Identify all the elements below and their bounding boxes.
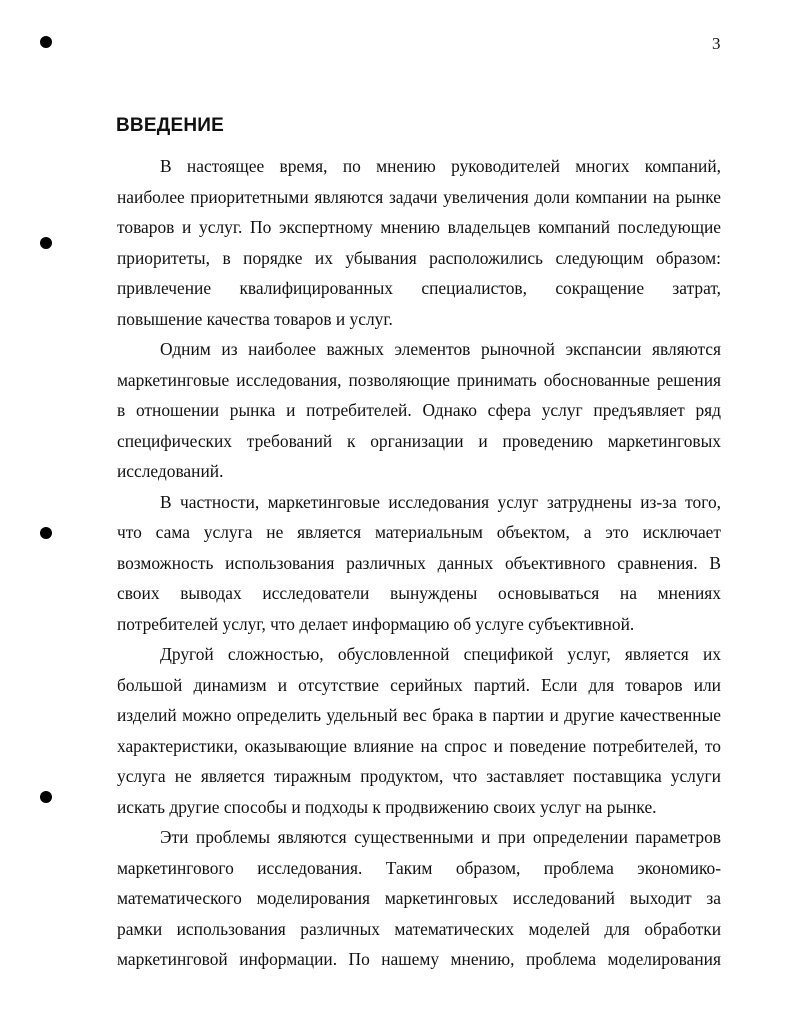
text-line: потребителей услуг, что делает информацию об услуге субъективной. bbox=[117, 613, 635, 634]
text-line: Эти проблемы являются существенными и при определении параметров bbox=[160, 827, 721, 847]
text-line: товаров и услуг. По экспертному мнению владельцев компаний последующие bbox=[117, 217, 721, 237]
text-line: наиболее приоритетными являются задачи увеличения доли компании на рынке bbox=[117, 186, 721, 207]
text-line: маркетинговой информации. По нашему мнению, проблема моделирования bbox=[117, 949, 721, 969]
text-line: маркетингового исследования. Таким образом, проблема экономико- bbox=[117, 857, 721, 878]
text-line: изделий можно определить удельный вес брака в партии и другие качественные bbox=[117, 705, 721, 725]
binder-hole-1 bbox=[40, 36, 52, 48]
binder-hole-2 bbox=[40, 237, 52, 249]
binder-hole-3 bbox=[40, 527, 52, 539]
text-line: повышение качества товаров и услуг. bbox=[117, 308, 393, 329]
text-line: своих выводах исследователи вынуждены основываться на мнениях bbox=[117, 583, 721, 603]
page-number: 3 bbox=[712, 34, 721, 53]
text-line: привлечение квалифицированных специалистов, сокращение затрат, bbox=[117, 278, 721, 298]
text-line: большой динамизм и отсутствие серийных партий. Если для товаров или bbox=[117, 674, 721, 695]
text-line: что сама услуга не является материальным объектом, а это исключает bbox=[117, 522, 721, 542]
text-line: в отношении рынка и потребителей. Однако сфера услуг предъявляет ряд bbox=[117, 400, 721, 420]
text-line: характеристики, оказывающие влияние на спрос и поведение потребителей, то bbox=[117, 735, 721, 756]
text-line: специфических требований к организации и проведению маркетинговых bbox=[117, 430, 721, 451]
text-line: В настоящее время, по мнению руководителей многих компаний, bbox=[160, 156, 721, 176]
binder-hole-4 bbox=[40, 791, 52, 803]
text-line: математического моделирования маркетинговых исследований выходит за bbox=[117, 888, 721, 908]
text-line: рамки использования различных математических моделей для обработки bbox=[117, 918, 721, 939]
section-heading: ВВЕДЕНИЕ bbox=[116, 115, 224, 136]
text-line: приоритеты, в порядке их убывания расположились следующим образом: bbox=[117, 247, 721, 268]
body-text bbox=[117, 151, 721, 975]
text-line: маркетинговые исследования, позволяющие принимать обоснованные решения bbox=[117, 369, 721, 390]
text-line: Одним из наиболее важных элементов рыночной экспансии являются bbox=[160, 339, 721, 359]
text-line: возможность использования различных данных объективного сравнения. В bbox=[117, 552, 721, 573]
text-line: услуга не является тиражным продуктом, что заставляет поставщика услуги bbox=[117, 766, 721, 786]
text-line: исследований. bbox=[117, 461, 224, 481]
text-line: искать другие способы и подходы к продвижению своих услуг на рынке. bbox=[117, 796, 657, 817]
text-line: В частности, маркетинговые исследования услуг затруднены из-за того, bbox=[160, 491, 721, 512]
text-line: Другой сложностью, обусловленной спецификой услуг, является их bbox=[160, 644, 721, 664]
